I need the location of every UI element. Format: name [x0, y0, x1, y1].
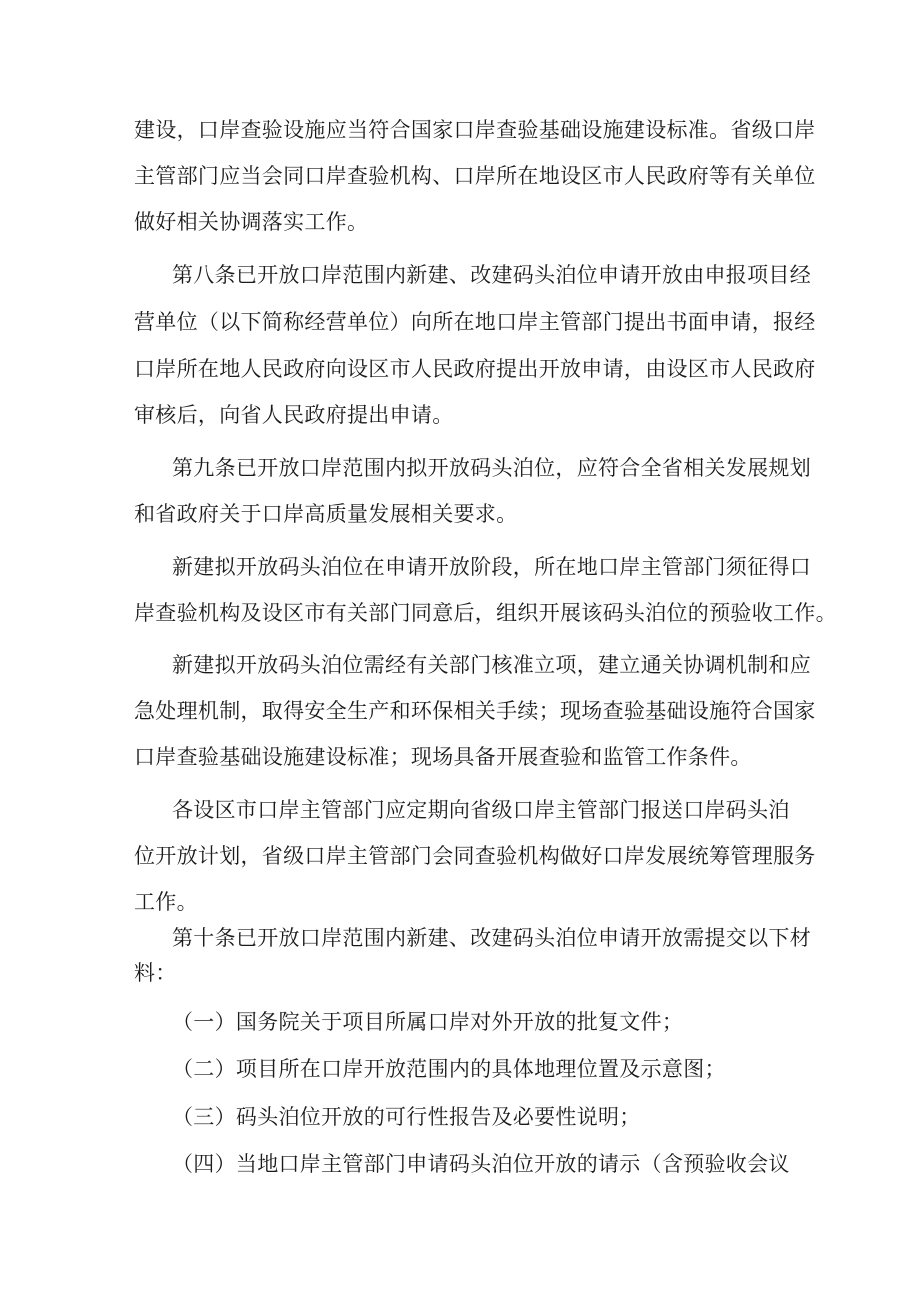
text-line-7: 审核后，向省人民政府提出申请。 — [134, 403, 454, 427]
text-line-19: 料： — [134, 961, 177, 985]
text-line-14: 口岸查验基础设施建设标准；现场具备开展查验和监管工作条件。 — [134, 745, 752, 769]
text-line-3: 做好相关协调落实工作。 — [134, 210, 369, 234]
text-line-10: 新建拟开放码头泊位在申请开放阶段，所在地口岸主管部门须征得口 — [172, 555, 811, 579]
text-line-21: （二）项目所在口岸开放范围内的具体地理位置及示意图； — [172, 1057, 726, 1081]
text-line-15: 各设区市口岸主管部门应定期向省级口岸主管部门报送口岸码头泊 — [172, 798, 790, 822]
text-line-23: （四）当地口岸主管部门申请码头泊位开放的请示（含预验收会议 — [172, 1152, 790, 1176]
text-line-2: 主管部门应当会同口岸查验机构、口岸所在地设区市人民政府等有关单位 — [134, 164, 816, 188]
text-line-17: 工作。 — [134, 890, 198, 914]
text-line-16: 位开放计划，省级口岸主管部门会同查验机构做好口岸发展统筹管理服务 — [134, 844, 816, 868]
text-line-6: 口岸所在地人民政府向设区市人民政府提出开放申请，由设区市人民政府 — [134, 357, 816, 381]
text-line-1: 建设，口岸查验设施应当符合国家口岸查验基础设施建设标准。省级口岸 — [134, 118, 816, 142]
text-line-13: 急处理机制，取得安全生产和环保相关手续；现场查验基础设施符合国家 — [134, 699, 816, 723]
text-line-22: （三）码头泊位开放的可行性报告及必要性说明； — [172, 1105, 641, 1129]
text-line-8: 第九条已开放口岸范围内拟开放码头泊位，应符合全省相关发展规划 — [172, 456, 811, 480]
text-line-5: 营单位（以下简称经营单位）向所在地口岸主管部门提出书面申请，报经 — [134, 310, 816, 334]
text-line-9: 和省政府关于口岸高质量发展相关要求。 — [134, 502, 518, 526]
text-line-20: （一）国务院关于项目所属口岸对外开放的批复文件； — [172, 1010, 684, 1034]
text-line-4: 第八条已开放口岸范围内新建、改建码头泊位申请开放由申报项目经 — [172, 263, 811, 287]
text-line-12: 新建拟开放码头泊位需经有关部门核准立项，建立通关协调机制和应 — [172, 653, 811, 677]
text-line-18: 第十条已开放口岸范围内新建、改建码头泊位申请开放需提交以下材 — [172, 926, 811, 950]
text-line-11: 岸查验机构及设区市有关部门同意后，组织开展该码头泊位的预验收工作。 — [134, 601, 837, 625]
